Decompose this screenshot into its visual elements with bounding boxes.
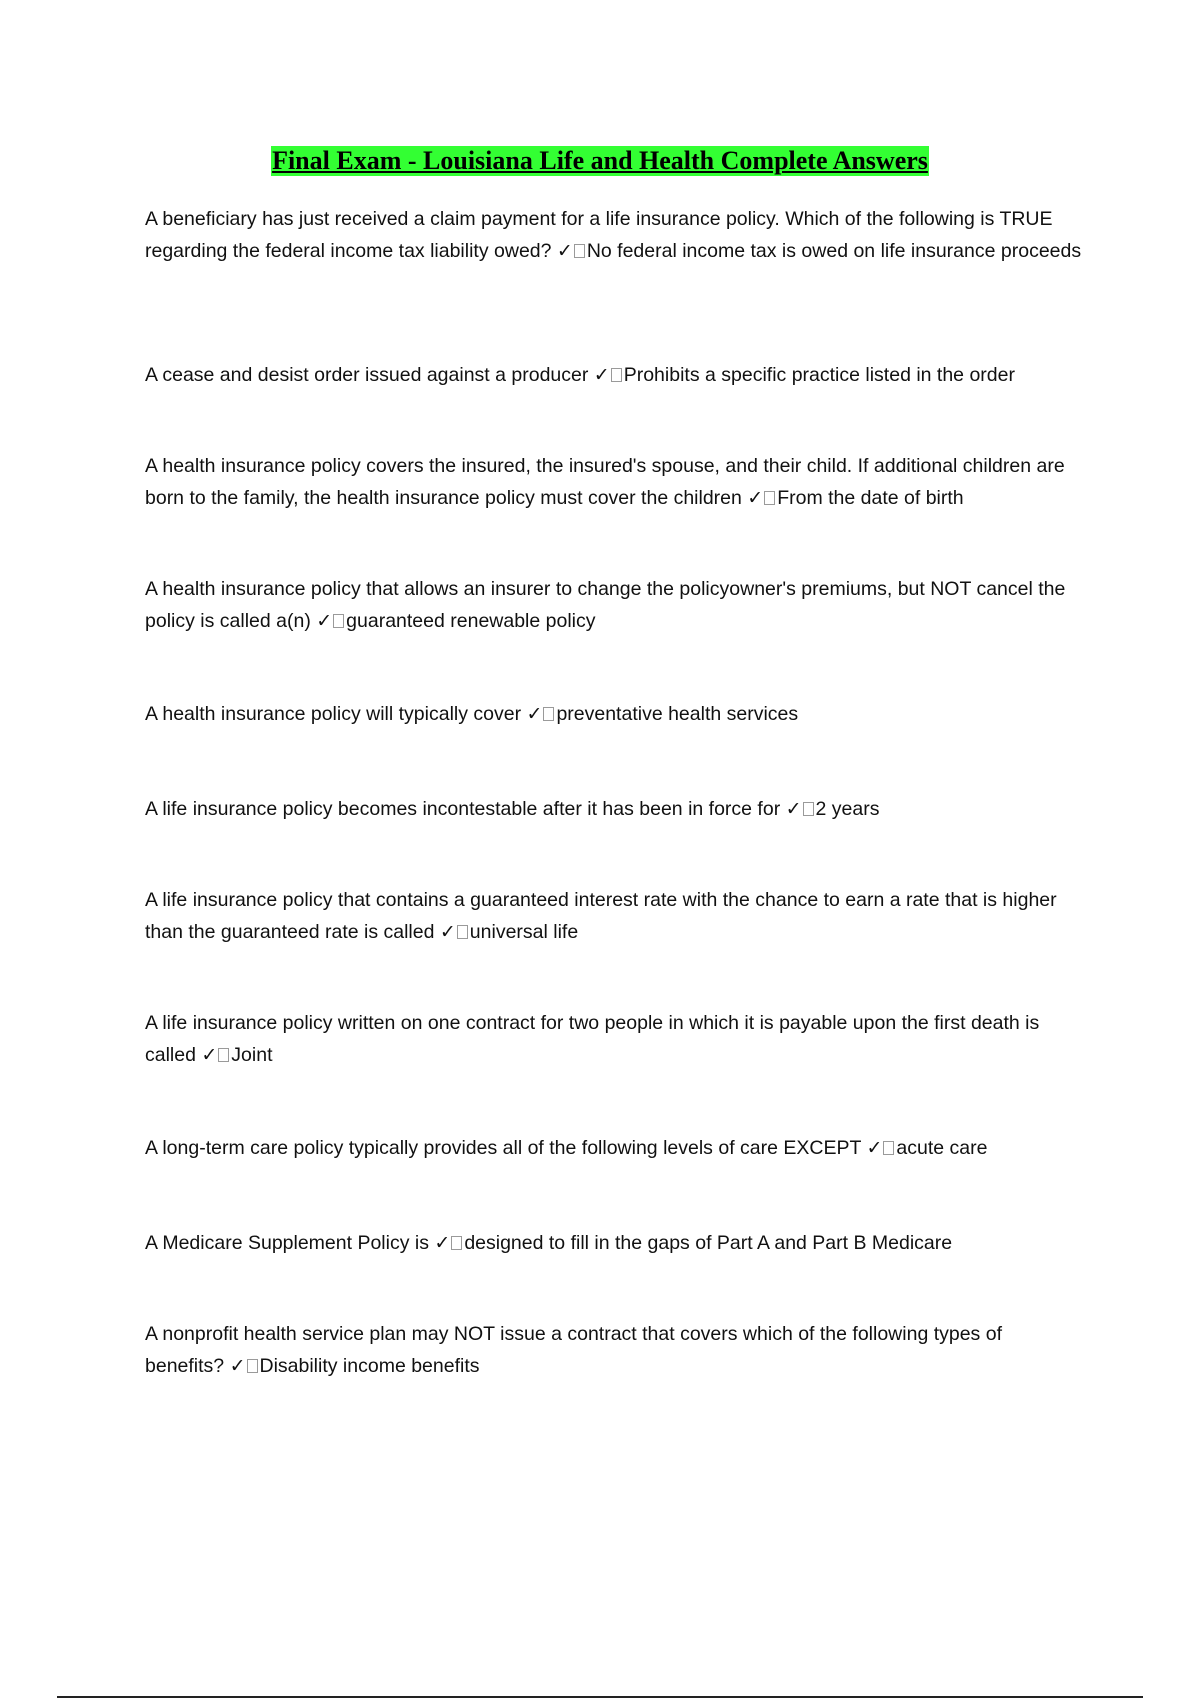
box-icon: [883, 1141, 894, 1155]
check-icon: ✓: [316, 610, 333, 632]
qa-item-4: [145, 573, 1085, 637]
check-icon: ✓: [747, 487, 764, 509]
box-icon: [218, 1048, 229, 1062]
question-text: A cease and desist order issued against a producer: [145, 364, 589, 386]
qa-item-2: [145, 359, 1085, 391]
box-icon: [543, 707, 554, 721]
check-icon: ✓: [439, 921, 456, 943]
qa-item-11: [145, 1318, 1085, 1382]
question-text: A life insurance policy that contains a guaranteed interest rate with the chance to earn a rate that is higher than the guaranteed rate is called: [145, 889, 1057, 943]
box-icon: [247, 1359, 258, 1373]
qa-item-9: [145, 1132, 1085, 1164]
footer-rule: [57, 1696, 1143, 1698]
question-text: A beneficiary has just received a claim payment for a life insurance policy. Which of the following is TRUE regarding the federal income tax liability owed?: [145, 208, 1053, 262]
check-icon: ✓: [556, 240, 573, 262]
qa-item-3: [145, 450, 1085, 514]
answer-text: guaranteed renewable policy: [346, 610, 596, 632]
question-text: A nonprofit health service plan may NOT issue a contract that covers which of the following types of benefits?: [145, 1323, 1002, 1377]
qa-item-10: [145, 1227, 1085, 1259]
check-icon: ✓: [526, 703, 543, 725]
check-icon: ✓: [434, 1232, 451, 1254]
qa-item-7: [145, 884, 1085, 948]
check-icon: ✓: [593, 364, 610, 386]
answer-text: designed to fill in the gaps of Part A and Part B Medicare: [464, 1232, 953, 1254]
check-icon: ✓: [229, 1355, 246, 1377]
check-icon: ✓: [785, 798, 802, 820]
question-text: A life insurance policy written on one contract for two people in which it is payable upon the first death is called: [145, 1012, 1040, 1066]
answer-text: No federal income tax is owed on life insurance proceeds: [586, 240, 1082, 262]
answer-text: preventative health services: [556, 703, 799, 725]
check-icon: ✓: [201, 1044, 218, 1066]
answer-text: From the date of birth: [777, 487, 964, 509]
title-container: [0, 146, 1200, 176]
box-icon: [333, 614, 344, 628]
question-text: A Medicare Supplement Policy is: [145, 1232, 429, 1254]
question-text: A health insurance policy will typically cover: [145, 703, 522, 725]
answer-text: Disability income benefits: [259, 1355, 480, 1377]
answer-text: acute care: [896, 1137, 988, 1159]
document-title: Final Exam - Louisiana Life and Health Complete Answers: [272, 146, 928, 175]
question-text: A health insurance policy that allows an insurer to change the policyowner's premiums, but NOT cancel the policy is called a(n): [145, 578, 1066, 632]
answer-text: Joint: [231, 1044, 273, 1066]
answer-text: Prohibits a specific practice listed in the order: [623, 364, 1015, 386]
question-text: A long-term care policy typically provides all of the following levels of care EXCEPT: [145, 1137, 862, 1159]
answer-text: 2 years: [815, 798, 880, 820]
question-text: A life insurance policy becomes incontestable after it has been in force for: [145, 798, 781, 820]
box-icon: [451, 1236, 462, 1250]
box-icon: [574, 244, 585, 258]
box-icon: [611, 368, 622, 382]
qa-item-1: [145, 203, 1085, 267]
check-icon: ✓: [866, 1137, 883, 1159]
qa-item-5: [145, 698, 1085, 730]
box-icon: [764, 491, 775, 505]
question-text: A health insurance policy covers the insured, the insured's spouse, and their child. If additional children are born to the family, the health insurance policy must cover the children: [145, 455, 1065, 509]
box-icon: [457, 925, 468, 939]
answer-text: universal life: [469, 921, 579, 943]
qa-item-8: [145, 1007, 1085, 1071]
box-icon: [803, 802, 814, 816]
qa-item-6: [145, 793, 1085, 825]
